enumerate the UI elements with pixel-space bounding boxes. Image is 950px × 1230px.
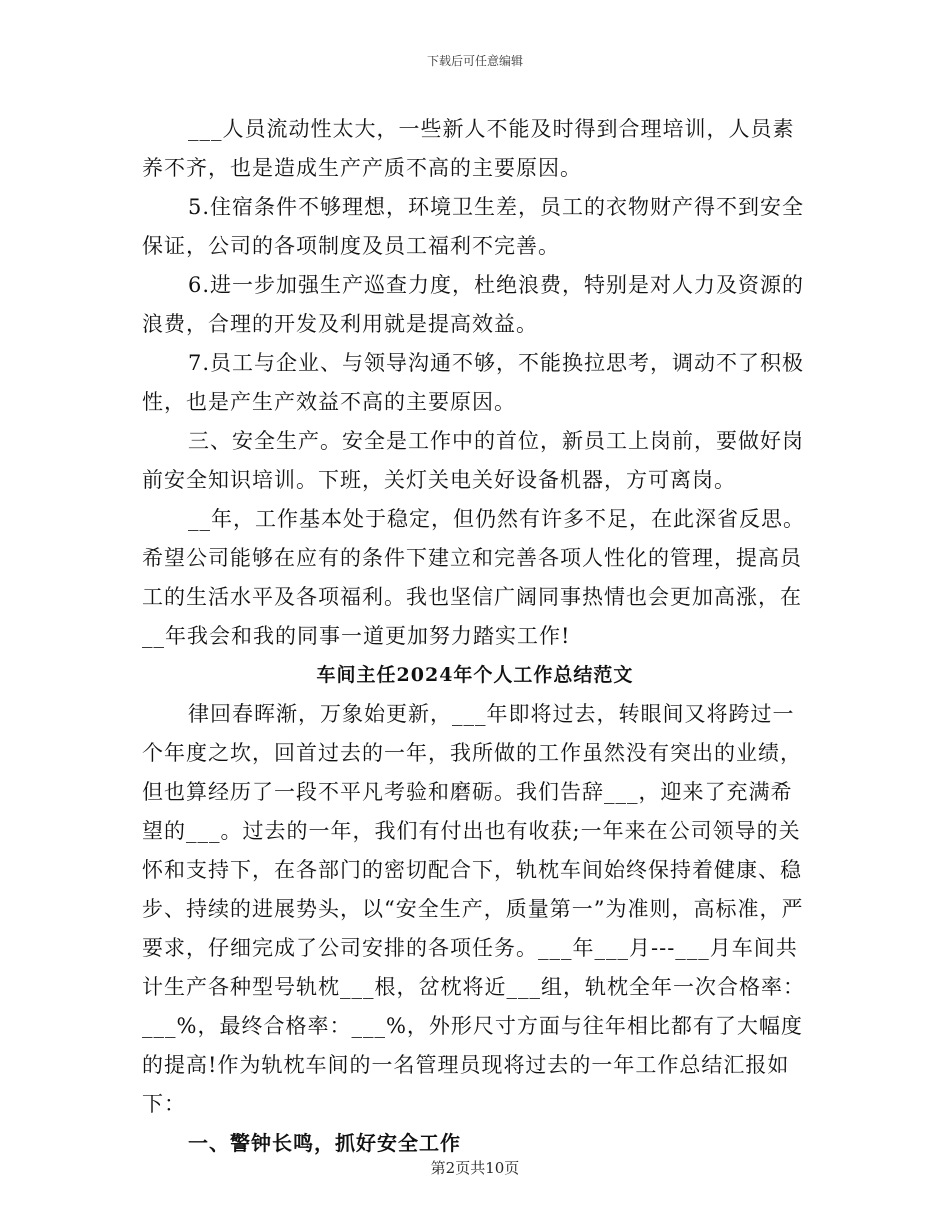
document-body: [142, 110, 808, 1163]
article-intro-paragraph: 律回春晖渐，万象始更新，___年即将过去，转眼间又将跨过一个年度之坎，回首过去的一年，我所做的工作虽然没有突出的业绩，但也算经历了一段不平凡考验和磨砺。我们告辞___，迎来了充满希望的___。过去的一年，我们有付出也有收获;一年来在公司领导的关怀和支持下，在各部门的密切配合下，轨枕车间始终保持着健康、稳步、持续的进展势头，以“安全生产，质量第一”为准则，高标准，严要求，仔细完成了公司安排的各项任务。___年___月---___月车间共计生产各种型号轨枕___根，岔枕将近___组，轨枕全年一次合格率：___%，最终合格率：___%，外形尺寸方面与往年相比都有了大幅度的提高!作为轨枕车间的一名管理员现将过去的一年工作总结汇报如下：: [142, 702, 805, 1116]
paragraph-item-5: 5.住宿条件不够理想，环境卫生差，员工的衣物财产得不到安全保证，公司的各项制度及员工福利不完善。: [142, 195, 805, 258]
article-title: 车间主任2024年个人工作总结范文: [316, 664, 634, 686]
paragraph-safety-production: 三、安全生产。安全是工作中的首位，新员工上岗前，要做好岗前安全知识培训。下班，关灯关电关好设备机器，方可离岗。: [142, 429, 804, 492]
page-footer: 第2页共10页: [430, 1159, 520, 1177]
section-heading: 一、警钟长鸣，抓好安全工作: [188, 1131, 461, 1155]
paragraph-closing: __年，工作基本处于稳定，但仍然有许多不足，在此深省反思。希望公司能够在应有的条件下建立和完善各项人性化的管理，提高员工的生活水平及各项福利。我也坚信广阔同事热情也会更加高涨，在__年我会和我的同事一道更加努力踏实工作!: [142, 507, 805, 648]
paragraph-staff-turnover: ___人员流动性太大，一些新人不能及时得到合理培训，人员素养不齐，也是造成生产产质不高的主要原因。: [142, 117, 795, 180]
paragraph-item-7: 7.员工与企业、与领导沟通不够，不能换拉思考，调动不了积极性，也是产生产效益不高的主要原因。: [142, 351, 805, 414]
paragraph-item-6: 6.进一步加强生产巡查力度，杜绝浪费，特别是对人力及资源的浪费，合理的开发及利用就是提高效益。: [142, 273, 805, 336]
page-header-note: 下载后可任意编辑: [426, 54, 523, 68]
